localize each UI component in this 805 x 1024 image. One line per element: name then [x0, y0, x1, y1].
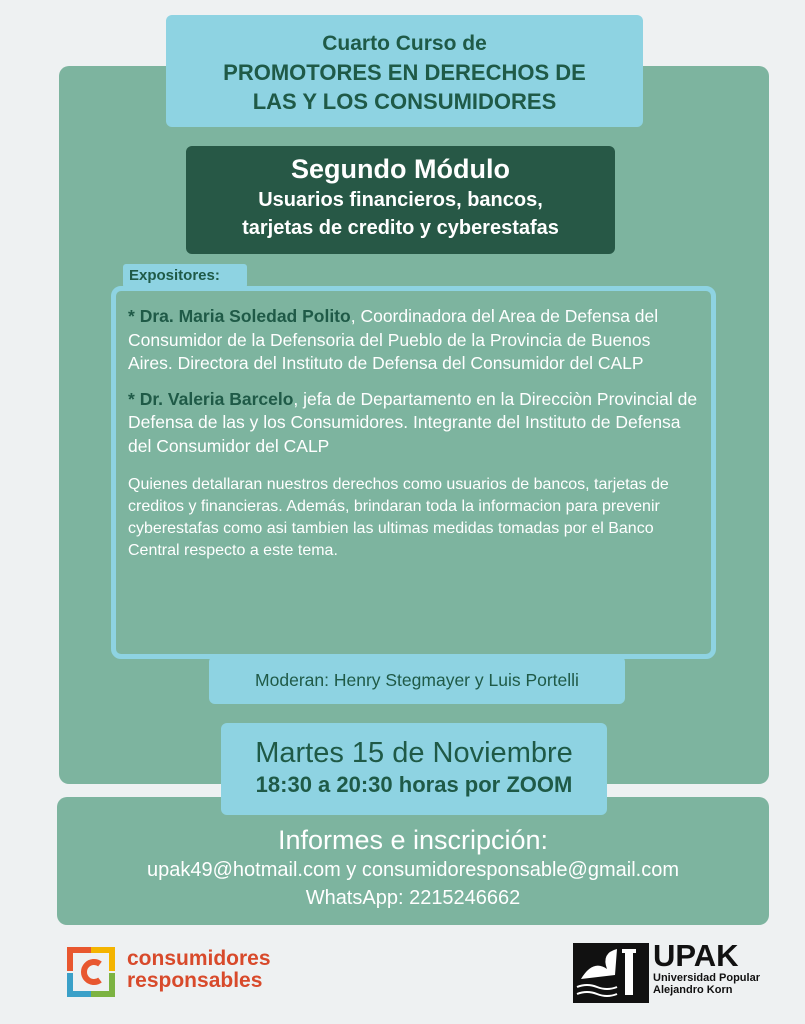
upak-emblem-icon: [573, 939, 649, 1005]
speaker-1-prefix: *: [128, 306, 140, 326]
whatsapp-number[interactable]: WhatsApp: 2215246662: [305, 887, 521, 909]
course-title-line2: PROMOTORES EN DERECHOS DE: [223, 60, 586, 85]
module-box: [186, 146, 615, 254]
speakers-box: [111, 286, 716, 659]
module-topic-line1: Usuarios financieros, bancos,: [258, 189, 543, 211]
consumidores-responsables-logo: [63, 943, 293, 1001]
course-title-line1: Cuarto Curso de: [322, 32, 487, 55]
speaker-1-name: Dra. Maria Soledad Polito: [139, 306, 351, 326]
course-title-line3: LAS Y LOS CONSUMIDORES: [252, 89, 557, 114]
speaker-2: [128, 388, 699, 459]
expositores-label: Expositores:: [123, 264, 247, 288]
upak-sub-line1: Universidad Popular: [653, 972, 760, 984]
module-topic-line2: tarjetas de credito y cyberestafas: [242, 217, 559, 239]
module-description: Quienes detallaran nuestros derechos como usuarios de bancos, tarjetas de creditos y financieras. Además, brindaran toda la informacion para prevenir cyberestafas como asi tambien las ultimas medidas tomadas por el Banco Central respecto a este tema.: [128, 476, 669, 559]
logo-left-line1: consumidores: [127, 947, 271, 970]
speaker-2-prefix: *: [128, 388, 140, 409]
speaker-1-bio: , Coordinadora del Area de Defensa del Consumidor de la Defensoria del Pueblo de la Provincia de Buenos Aires. Directora del Instituto de Defensa del Consumidor del CALP: [128, 306, 659, 373]
info-block: [57, 823, 769, 912]
logo-left-line2: responsables: [127, 969, 263, 992]
event-time: 18:30 a 20:30 horas por ZOOM: [255, 772, 573, 797]
speaker-1: [128, 305, 699, 376]
speaker-2-bio: , jefa de Departamento en la Direcciòn Provincial de Defensa de las y los Consumidores. Integrante del Instituto de Defensa del Consumidor del CALP: [128, 388, 698, 456]
upak-name: UPAK: [653, 938, 739, 973]
course-title-box: [166, 15, 643, 127]
info-heading: Informes e inscripción:: [277, 825, 549, 855]
c-logo-icon: [63, 943, 119, 1001]
event-date: Martes 15 de Noviembre: [255, 737, 573, 769]
speaker-2-name: Dr. Valeria Barcelo: [139, 388, 294, 409]
upak-sub-line2: Alejandro Korn: [653, 984, 733, 996]
module-heading: Segundo Módulo: [291, 154, 510, 184]
date-box: [221, 723, 607, 815]
upak-logo: [573, 939, 763, 1005]
contact-emails[interactable]: upak49@hotmail.com y consumidoresponsable@gmail.com: [147, 859, 679, 881]
moderators-box: Moderan: Henry Stegmayer y Luis Portelli: [209, 656, 625, 704]
